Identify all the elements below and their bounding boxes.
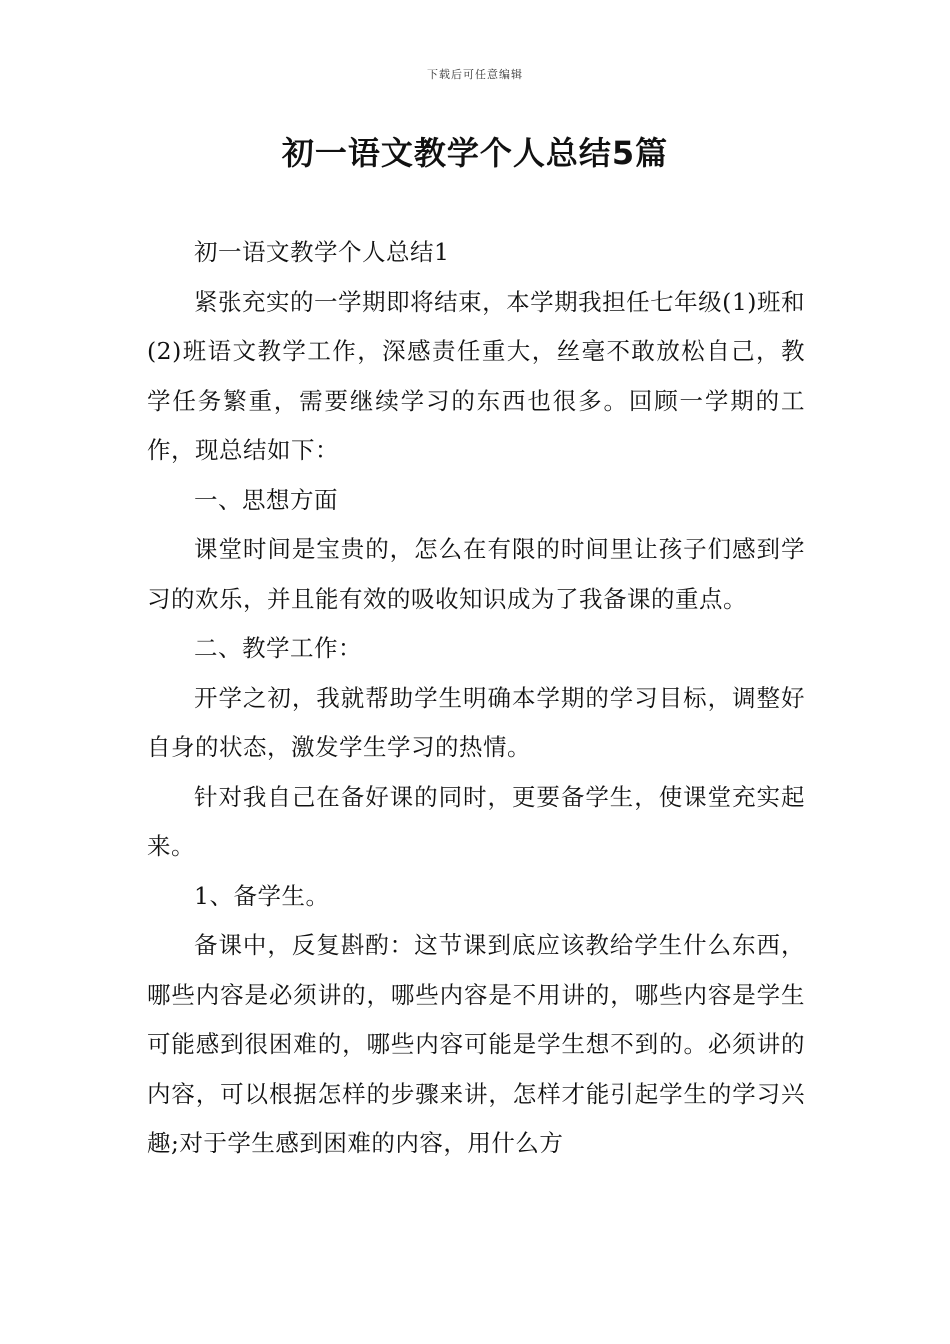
header-note: 下载后可任意编辑 <box>427 68 523 81</box>
document-body <box>147 228 805 1169</box>
section-heading-1: 初一语文教学个人总结1 <box>194 238 450 266</box>
paragraph-lesson-planning: 备课中，反复斟酌：这节课到底应该教给学生什么东西，哪些内容是必须讲的，哪些内容是不用讲的，哪些内容是学生可能感到很困难的，哪些内容可能是学生想不到的。必须讲的内容，可以根据怎样的步骤来讲，怎样才能引起学生的学习兴趣;对于学生感到困难的内容，用什么方 <box>147 931 805 1157</box>
paragraph-term-start: 开学之初，我就帮助学生明确本学期的学习目标，调整好自身的状态，激发学生学习的热情。 <box>147 683 805 761</box>
section-heading-teaching: 二、教学工作： <box>194 634 362 662</box>
subheading-prepare-students: 1、备学生。 <box>194 881 330 910</box>
paragraph-prepare-students: 针对我自己在备好课的同时，更要备学生，使课堂充实起来。 <box>147 782 805 860</box>
document-title: 初一语文教学个人总结5篇 <box>281 134 669 172</box>
paragraph-intro: 紧张充实的一学期即将结束，本学期我担任七年级(1)班和(2)班语文教学工作，深感责任重大，丝毫不敢放松自己，教学任务繁重，需要继续学习的东西也很多。回顾一学期的工作，现总结如下： <box>147 287 805 464</box>
section-heading-thought: 一、思想方面 <box>194 485 338 514</box>
paragraph-thought: 课堂时间是宝贵的，怎么在有限的时间里让孩子们感到学习的欢乐，并且能有效的吸收知识成为了我备课的重点。 <box>147 535 805 613</box>
